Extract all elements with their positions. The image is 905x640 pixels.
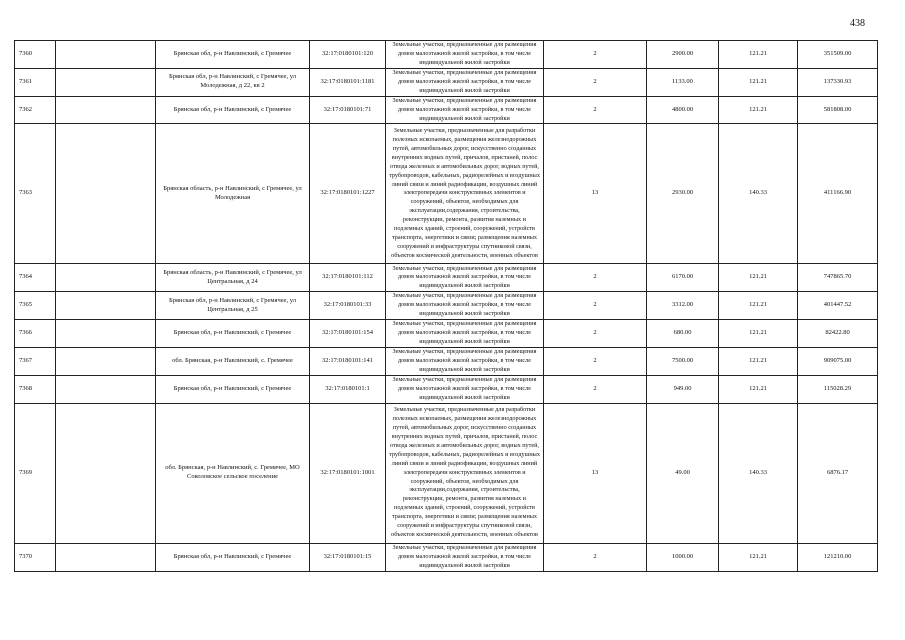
table-row — [15, 264, 878, 292]
empty-cell — [56, 41, 156, 69]
area-cell: 7500.00 — [647, 348, 719, 376]
empty-cell — [56, 124, 156, 264]
cadastral-value-cell: 115028.29 — [798, 375, 878, 403]
address-cell: обл. Брянская, р-н Навлинский, с. Гремячее — [156, 348, 310, 376]
address-cell: Брянская обл, р-н Навлинский, с Гремячее — [156, 375, 310, 403]
cadastral-value-cell: 121210.00 — [798, 543, 878, 571]
land-use-cell: Земельные участки, предназначенные для размещения домов малоэтажной жилой застройки, в том числе индивидуальной жилой застройки — [386, 264, 544, 292]
group-cell: 13 — [544, 403, 647, 543]
rate-cell: 121.21 — [719, 543, 798, 571]
area-cell: 2930.00 — [647, 124, 719, 264]
row-number-cell: 7370 — [15, 543, 56, 571]
address-cell: Брянская обл, р-н Навлинский, с Гремячее, ул Молодежная, д 22, кв 2 — [156, 69, 310, 97]
land-use-cell: Земельные участки, предназначенные для размещения домов малоэтажной жилой застройки, в том числе индивидуальной жилой застройки — [386, 41, 544, 69]
group-cell: 2 — [544, 348, 647, 376]
land-use-cell: Земельные участки, предназначенные для размещения домов малоэтажной жилой застройки, в том числе индивидуальной жилой застройки — [386, 69, 544, 97]
table-row — [15, 292, 878, 320]
group-cell: 2 — [544, 96, 647, 124]
land-use-cell: Земельные участки, предназначенные для размещения домов малоэтажной жилой застройки, в том числе индивидуальной жилой застройки — [386, 96, 544, 124]
empty-cell — [56, 543, 156, 571]
land-use-cell: Земельные участки, предназначенные для разработки полезных ископаемых, размещения железнодорожных путей, автомобильных дорог, искусственно созданных внутренних водных путей, причалов, пристаней, полос отвода железных и автомобильных дорог, водных путей, трубопроводов, кабельных, радиорелейных и воздушных линий связи и линий радиофикации, воздушных линий электропередачи конструктивных элементов и сооружений, объектов, необходимых для эксплуатации,содержания, строительства, реконструкции, ремонта, развития наземных и подземных зданий, строений, сооружений, устройств транспорта, энергетики и связи; размещения наземных сооружений и инфраструктуры спутниковой связи, объектов космической деятельности, военных объектов — [386, 403, 544, 543]
area-cell: 3312.00 — [647, 292, 719, 320]
rate-cell: 121.21 — [719, 41, 798, 69]
row-number-cell: 7369 — [15, 403, 56, 543]
table-row — [15, 543, 878, 571]
row-number-cell: 7360 — [15, 41, 56, 69]
group-cell: 2 — [544, 320, 647, 348]
table-row — [15, 320, 878, 348]
address-cell: Брянская обл, р-н Навлинский, с Гремячее — [156, 41, 310, 69]
table-row — [15, 96, 878, 124]
empty-cell — [56, 264, 156, 292]
cadastral-number-cell: 32:17:0180101:71 — [310, 96, 386, 124]
group-cell: 2 — [544, 375, 647, 403]
row-number-cell: 7367 — [15, 348, 56, 376]
cadastral-value-cell: 351509.00 — [798, 41, 878, 69]
rate-cell: 121.21 — [719, 292, 798, 320]
cadastral-value-cell: 747865.70 — [798, 264, 878, 292]
cadastral-value-cell: 401447.52 — [798, 292, 878, 320]
rate-cell: 121.21 — [719, 264, 798, 292]
area-cell: 2900.00 — [647, 41, 719, 69]
cadastral-number-cell: 32:17:0180101:112 — [310, 264, 386, 292]
table-row — [15, 403, 878, 543]
table-row — [15, 375, 878, 403]
cadastral-value-cell: 909075.00 — [798, 348, 878, 376]
land-use-cell: Земельные участки, предназначенные для размещения домов малоэтажной жилой застройки, в том числе индивидуальной жилой застройки — [386, 375, 544, 403]
cadastral-value-cell: 82422.80 — [798, 320, 878, 348]
area-cell: 4800.00 — [647, 96, 719, 124]
land-use-cell: Земельные участки, предназначенные для размещения домов малоэтажной жилой застройки, в том числе индивидуальной жилой застройки — [386, 292, 544, 320]
cadastral-number-cell: 32:17:0180101:141 — [310, 348, 386, 376]
area-cell: 49.00 — [647, 403, 719, 543]
cadastral-value-cell: 581808.00 — [798, 96, 878, 124]
cadastral-number-cell: 32:17:0180101:15 — [310, 543, 386, 571]
empty-cell — [56, 320, 156, 348]
address-cell: Брянская область, р-н Навлинский, с Гремячее, ул Молодежная — [156, 124, 310, 264]
row-number-cell: 7363 — [15, 124, 56, 264]
group-cell: 2 — [544, 264, 647, 292]
group-cell: 2 — [544, 69, 647, 97]
group-cell: 2 — [544, 41, 647, 69]
table-row — [15, 41, 878, 69]
rate-cell: 140.33 — [719, 124, 798, 264]
cadastral-number-cell: 32:17:0180101:154 — [310, 320, 386, 348]
cadastral-number-cell: 32:17:0180101:120 — [310, 41, 386, 69]
rate-cell: 121.21 — [719, 348, 798, 376]
cadastral-number-cell: 32:17:0180101:33 — [310, 292, 386, 320]
address-cell: Брянская обл, р-н Навлинский, с Гремячее — [156, 543, 310, 571]
row-number-cell: 7365 — [15, 292, 56, 320]
land-use-cell: Земельные участки, предназначенные для разработки полезных ископаемых, размещения железнодорожных путей, автомобильных дорог, искусственно созданных внутренних водных путей, причалов, пристаней, полос отвода железных и автомобильных дорог, водных путей, трубопроводов, кабельных, радиорелейных и воздушных линий связи и линий радиофикации, воздушных линий электропередачи конструктивных элементов и сооружений, объектов, необходимых для эксплуатации,содержания, строительства, реконструкции, ремонта, развития наземных и подземных зданий, строений, сооружений, устройств транспорта, энергетики и связи; размещения наземных сооружений и инфраструктуры спутниковой связи, объектов космической деятельности, военных объектов — [386, 124, 544, 264]
rate-cell: 121.21 — [719, 96, 798, 124]
row-number-cell: 7368 — [15, 375, 56, 403]
empty-cell — [56, 292, 156, 320]
address-cell: Брянская обл, р-н Навлинский, с Гремячее, ул Центральная, д 25 — [156, 292, 310, 320]
table-row — [15, 348, 878, 376]
group-cell: 2 — [544, 543, 647, 571]
area-cell: 6170.00 — [647, 264, 719, 292]
empty-cell — [56, 375, 156, 403]
row-number-cell: 7362 — [15, 96, 56, 124]
table-row — [15, 124, 878, 264]
land-use-cell: Земельные участки, предназначенные для размещения домов малоэтажной жилой застройки, в том числе индивидуальной жилой застройки — [386, 320, 544, 348]
area-cell: 1000.00 — [647, 543, 719, 571]
rate-cell: 140.33 — [719, 403, 798, 543]
cadastral-number-cell: 32:17:0180101:1227 — [310, 124, 386, 264]
address-cell: обл. Брянская, р-н Навлинский, с. Гремячее, МО Соколовское сельское поселение — [156, 403, 310, 543]
cadastral-number-cell: 32:17:0180101:1 — [310, 375, 386, 403]
group-cell: 2 — [544, 292, 647, 320]
empty-cell — [56, 348, 156, 376]
cadastral-number-cell: 32:17:0180101:1181 — [310, 69, 386, 97]
row-number-cell: 7366 — [15, 320, 56, 348]
empty-cell — [56, 69, 156, 97]
table-row — [15, 69, 878, 97]
cadastral-value-table — [14, 40, 878, 572]
area-cell: 949.00 — [647, 375, 719, 403]
area-cell: 1133.00 — [647, 69, 719, 97]
cadastral-value-cell: 137330.93 — [798, 69, 878, 97]
empty-cell — [56, 403, 156, 543]
page-number: 438 — [850, 18, 865, 29]
address-cell: Брянская обл, р-н Навлинский, с Гремячее — [156, 320, 310, 348]
address-cell: Брянская обл, р-н Навлинский, с Гремячее — [156, 96, 310, 124]
group-cell: 13 — [544, 124, 647, 264]
area-cell: 680.00 — [647, 320, 719, 348]
address-cell: Брянская область, р-н Навлинский, с Гремячее, ул Центральная, д 24 — [156, 264, 310, 292]
row-number-cell: 7364 — [15, 264, 56, 292]
rate-cell: 121.21 — [719, 69, 798, 97]
cadastral-value-cell: 411166.90 — [798, 124, 878, 264]
rate-cell: 121.21 — [719, 320, 798, 348]
rate-cell: 121.21 — [719, 375, 798, 403]
cadastral-number-cell: 32:17:0180101:1001 — [310, 403, 386, 543]
land-use-cell: Земельные участки, предназначенные для размещения домов малоэтажной жилой застройки, в том числе индивидуальной жилой застройки — [386, 543, 544, 571]
land-use-cell: Земельные участки, предназначенные для размещения домов малоэтажной жилой застройки, в том числе индивидуальной жилой застройки — [386, 348, 544, 376]
empty-cell — [56, 96, 156, 124]
row-number-cell: 7361 — [15, 69, 56, 97]
cadastral-value-cell: 6876.17 — [798, 403, 878, 543]
